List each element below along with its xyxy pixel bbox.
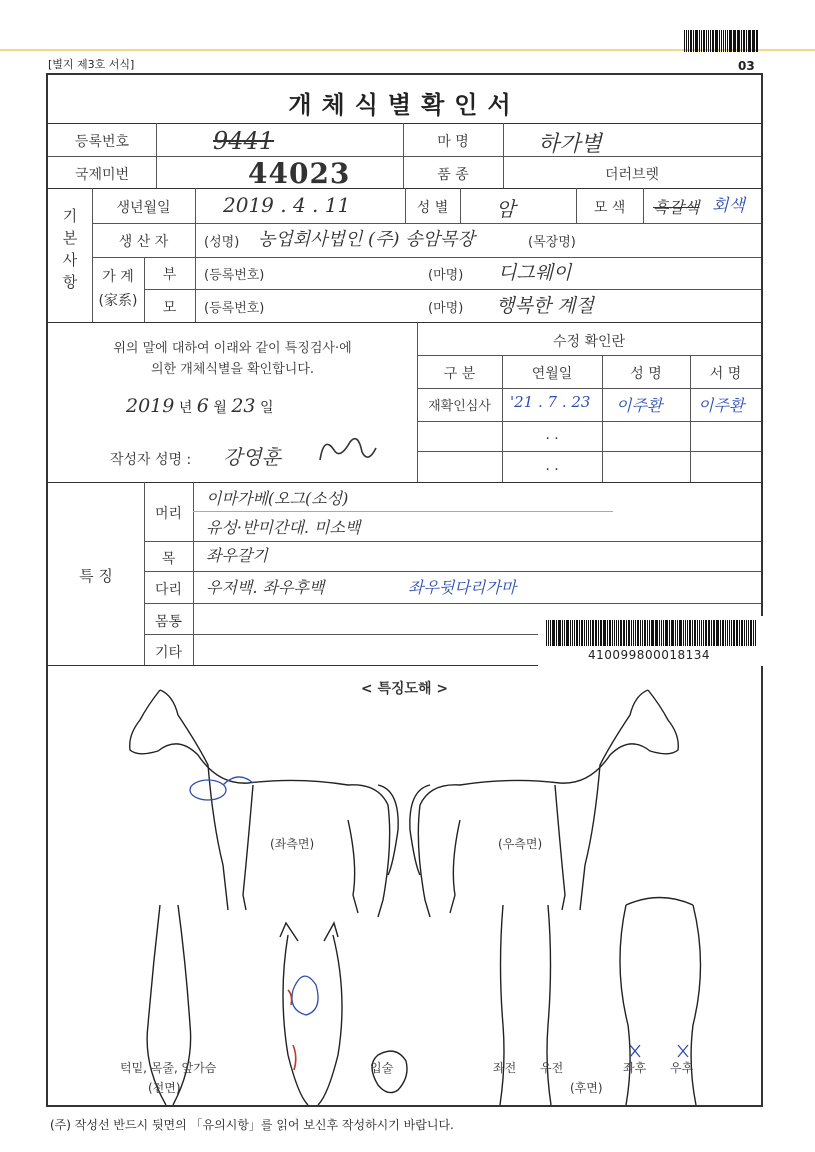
producer-value: 농업회사법인 (주) 송암목장 — [258, 229, 475, 250]
barcode-bar — [688, 30, 689, 52]
barcode-bar — [696, 30, 697, 52]
producer-name-tag: (성명) — [204, 235, 240, 250]
lips-label: 입술 — [370, 1061, 394, 1075]
barcode-bar — [579, 620, 580, 646]
barcode-bar — [705, 620, 707, 646]
barcode-bar — [741, 30, 742, 52]
barcode-bar — [746, 620, 748, 646]
barcode-bar — [720, 620, 721, 646]
sire-label: 부 — [162, 267, 177, 283]
barcode-bar — [677, 620, 679, 646]
date-year: 2019 — [126, 395, 175, 417]
barcode-bar — [738, 30, 739, 52]
barcode-bar — [607, 620, 608, 646]
barcode-bar — [706, 30, 707, 52]
etc-label: 기타 — [154, 645, 183, 661]
reg-no-label: 등록번호 — [74, 134, 130, 150]
barcode-bar — [637, 620, 639, 646]
month-label: 월 — [213, 400, 227, 416]
barcode-bar — [656, 620, 658, 646]
barcode-bar — [729, 620, 731, 646]
divider — [48, 123, 761, 124]
form-title: 개체식별확인서 — [288, 91, 521, 119]
right-side-label: (우측면) — [498, 837, 543, 851]
barcode-bar — [752, 30, 753, 52]
barcode-bar — [733, 620, 735, 646]
head-label: 머리 — [154, 506, 183, 522]
signature-scribble — [310, 430, 380, 470]
barcode-bar — [572, 620, 574, 646]
barcode-bar — [570, 620, 571, 646]
barcode-bar — [628, 620, 630, 646]
barcode-bar — [631, 620, 632, 646]
footer-note: (주) 작성선 반드시 뒷면의 「유의시항」를 읽어 보신후 작성하시기 바랍니다. — [50, 1118, 454, 1132]
diagram-title: < 특징도해 > — [360, 681, 449, 697]
barcode-bar — [741, 620, 743, 646]
barcode-bar — [655, 620, 656, 646]
barcode-bar — [733, 30, 734, 52]
barcode-bar — [642, 620, 643, 646]
barcode-bar — [618, 620, 619, 646]
intl-no-label: 국제미번 — [74, 167, 130, 183]
dam-label: 모 — [162, 300, 177, 316]
barcode-bar — [588, 620, 590, 646]
barcode-bar — [635, 620, 636, 646]
divider — [144, 289, 761, 290]
day-label: 일 — [259, 400, 274, 416]
barcode-bar — [734, 30, 735, 52]
divider — [460, 188, 461, 223]
barcode-bar — [712, 30, 713, 52]
barcode-bar — [558, 620, 559, 646]
barcode-bar — [686, 30, 687, 52]
dam-reg-tag: (등록번호) — [204, 301, 265, 316]
barcode-bar — [559, 620, 561, 646]
barcode-bar — [671, 620, 672, 646]
barcode-bar — [590, 620, 591, 646]
barcode-bar — [685, 620, 687, 646]
barcode-bar — [708, 620, 710, 646]
barcode-bar — [649, 620, 651, 646]
barcode-bar — [749, 30, 750, 52]
barcode-bar — [669, 620, 670, 646]
barcode-bar — [739, 620, 740, 646]
left-front-label: 좌전 — [493, 1061, 517, 1075]
sex-label: 성 별 — [416, 200, 449, 216]
body-label: 몸통 — [154, 614, 183, 630]
breed-label: 품 종 — [437, 167, 469, 183]
barcode-bar — [546, 620, 547, 646]
barcode-bar — [737, 30, 738, 52]
barcode-bar — [675, 620, 676, 646]
barcode-bar — [748, 30, 749, 52]
breed-value: 더러브렛 — [604, 167, 660, 183]
barcode-bar — [731, 620, 732, 646]
barcode-bar — [729, 30, 731, 52]
right-hind-label: 우후 — [670, 1061, 694, 1075]
coat-value: 회색 — [712, 196, 745, 216]
amend-header-type: 구 분 — [443, 366, 476, 382]
divider — [417, 355, 761, 356]
farm-tag: (목장명) — [528, 235, 576, 250]
barcode-bar — [719, 30, 720, 52]
barcode-bar — [603, 620, 604, 646]
barcode-bar — [711, 620, 712, 646]
barcode-bar — [753, 30, 754, 52]
amend-title: 수정 확인란 — [552, 334, 626, 350]
barcode-bar — [550, 620, 551, 646]
divider — [417, 388, 761, 389]
head-line1: 이마가베(오그(소성) — [206, 489, 349, 508]
amend-row1-name: 이주환 — [616, 396, 663, 415]
barcode-bar — [640, 620, 641, 646]
barcode-bar — [556, 620, 557, 646]
barcode-bar — [552, 620, 554, 646]
barcode-bar — [574, 620, 575, 646]
barcode-bar — [697, 620, 698, 646]
barcode-bar — [725, 30, 726, 52]
barcode-bar — [665, 620, 667, 646]
divider — [92, 257, 761, 258]
barcode-bar — [699, 30, 700, 52]
barcode-bar — [695, 30, 696, 52]
barcode-bar — [736, 620, 738, 646]
legs-added: 좌우뒷다리가마 — [408, 578, 517, 597]
confirm-text-2: 의한 개체식별을 확인합니다. — [150, 362, 315, 377]
page-number: 03 — [738, 59, 755, 73]
confirm-text-1: 위의 말에 대하여 이래와 같이 특징검사·에 — [113, 341, 352, 356]
divider — [144, 571, 761, 572]
horse-name-label: 마 명 — [437, 134, 469, 150]
barcode-bar — [713, 620, 715, 646]
barcode-bar — [753, 620, 754, 646]
barcode-bar — [722, 620, 724, 646]
divider — [417, 421, 761, 422]
amend-header-date: 연월일 — [531, 366, 573, 382]
amend-header-sign: 서 명 — [709, 366, 742, 382]
neck-value: 좌우갈기 — [206, 546, 268, 565]
divider — [92, 223, 761, 224]
amend-row1-date: '21 . 7 . 23 — [510, 393, 591, 411]
barcode-bar — [692, 620, 693, 646]
coat-struck: 흑갈색 — [653, 198, 700, 217]
sire-reg-tag: (등록번호) — [204, 268, 265, 283]
amend-row2-date: . . — [545, 427, 559, 443]
intl-no-value: 44023 — [248, 157, 351, 190]
barcode-bar — [600, 620, 602, 646]
barcode-bar — [710, 30, 711, 52]
barcode-bar — [703, 620, 704, 646]
barcode-bar — [614, 620, 615, 646]
coat-label: 모 색 — [593, 200, 626, 216]
barcode-bar — [721, 30, 722, 52]
barcode-bar — [620, 620, 622, 646]
features-label: 특 징 — [79, 567, 113, 585]
barcode-bar — [746, 30, 747, 52]
sire-name-tag: (마명) — [428, 268, 464, 283]
barcode-bar — [694, 620, 696, 646]
barcode-bar — [716, 620, 717, 646]
barcode-bar — [684, 30, 685, 52]
barcode-bar — [703, 30, 705, 52]
amend-row3-date: . . — [545, 458, 559, 474]
barcode-bar — [592, 620, 594, 646]
divider — [48, 482, 761, 483]
divider — [643, 188, 644, 223]
dam-value: 행복한 계절 — [496, 295, 594, 317]
top-barcode — [684, 30, 758, 52]
barcode-bar — [651, 620, 653, 646]
barcode-bar — [723, 30, 724, 52]
head-line2: 유성·반미간대. 미소백 — [206, 518, 361, 537]
date-day: 23 — [231, 395, 256, 417]
barcode-bar — [687, 620, 688, 646]
barcode-bar — [717, 620, 719, 646]
divider — [48, 156, 761, 157]
sex-value: 암 — [496, 197, 516, 221]
barcode-bar — [609, 620, 611, 646]
barcode-bar — [701, 620, 703, 646]
divider — [195, 257, 196, 322]
barcode-bar — [727, 620, 728, 646]
barcode-bar — [626, 620, 627, 646]
barcode-bar — [633, 620, 635, 646]
barcode-bar — [598, 620, 599, 646]
barcode-bar — [659, 620, 660, 646]
birth-value: 2019 . 4 . 11 — [223, 193, 351, 217]
rear-label: (후면) — [570, 1081, 603, 1095]
amend-row1-type: 재확인심사 — [428, 399, 491, 414]
barcode-bar — [586, 620, 587, 646]
barcode-number: 410099800018134 — [588, 648, 711, 662]
divider — [193, 511, 613, 512]
barcode-bar — [689, 620, 691, 646]
barcode-bar — [716, 30, 718, 52]
barcode-bar — [690, 30, 692, 52]
barcode-bar — [701, 30, 702, 52]
barcode-bar — [612, 620, 613, 646]
barcode-bar — [725, 620, 726, 646]
barcode-bar — [743, 30, 745, 52]
barcode-bar — [644, 620, 646, 646]
feature-barcode — [546, 620, 756, 646]
barcode-bar — [566, 620, 568, 646]
barcode-bar — [647, 620, 648, 646]
basic-section-label: 기 본 사 항 — [62, 207, 78, 291]
barcode-bar — [699, 620, 700, 646]
barcode-bar — [683, 620, 684, 646]
reg-no-value: 9441 — [213, 127, 275, 155]
divider — [193, 482, 194, 665]
divider — [144, 603, 761, 604]
barcode-bar — [564, 620, 566, 646]
barcode-bar — [576, 620, 578, 646]
neck-label: 목 — [161, 551, 176, 567]
right-front-label: 우전 — [540, 1061, 564, 1075]
producer-label: 생 산 자 — [118, 234, 169, 250]
identification-form — [46, 73, 763, 1107]
divider — [144, 541, 761, 542]
barcode-bar — [727, 30, 728, 52]
amend-row1-sign: 이주환 — [698, 396, 745, 415]
family-label: 가 계 (家系) — [98, 269, 138, 309]
barcode-bar — [756, 30, 758, 52]
barcode-bar — [616, 620, 618, 646]
barcode-bar — [750, 620, 752, 646]
legs-label: 다리 — [154, 582, 183, 598]
barcode-bar — [623, 620, 625, 646]
barcode-bar — [755, 620, 756, 646]
divider — [195, 188, 196, 257]
barcode-bar — [744, 620, 745, 646]
date-month: 6 — [196, 395, 209, 417]
sire-value: 디그웨이 — [498, 262, 572, 284]
horse-diagram — [48, 665, 761, 1105]
left-side-label: (좌측면) — [270, 837, 315, 851]
front-label: (전면) — [148, 1081, 181, 1095]
barcode-bar — [672, 620, 674, 646]
divider — [417, 451, 761, 452]
barcode-bar — [595, 620, 597, 646]
barcode-bar — [679, 620, 681, 646]
dam-name-tag: (마명) — [428, 301, 464, 316]
confirm-date — [126, 395, 274, 417]
divider — [48, 322, 761, 323]
writer-value: 강영훈 — [223, 445, 281, 469]
barcode-bar — [604, 620, 606, 646]
front-caption: 턱밑, 목줄, 앞가슴 — [120, 1061, 217, 1075]
form-label: [별지 제3호 서식] — [48, 58, 135, 71]
barcode-bar — [562, 620, 563, 646]
barcode-bar — [584, 620, 585, 646]
year-label: 년 — [178, 400, 193, 416]
barcode-bar — [661, 620, 663, 646]
left-hind-label: 좌후 — [623, 1061, 647, 1075]
horse-name-value: 하가별 — [538, 132, 602, 157]
barcode-bar — [548, 620, 550, 646]
barcode-bar — [748, 620, 749, 646]
amend-header-name: 성 명 — [630, 366, 662, 382]
barcode-sticker — [538, 616, 763, 666]
barcode-bar — [715, 30, 716, 52]
divider — [156, 123, 157, 188]
barcode-bar — [693, 30, 694, 52]
barcode-bar — [708, 30, 709, 52]
barcode-bar — [663, 620, 664, 646]
writer-label: 작성자 성명 : — [110, 452, 192, 468]
legs-value: 우저백. 좌우후백 — [206, 578, 325, 597]
birth-label: 생년월일 — [116, 200, 171, 216]
barcode-bar — [581, 620, 583, 646]
